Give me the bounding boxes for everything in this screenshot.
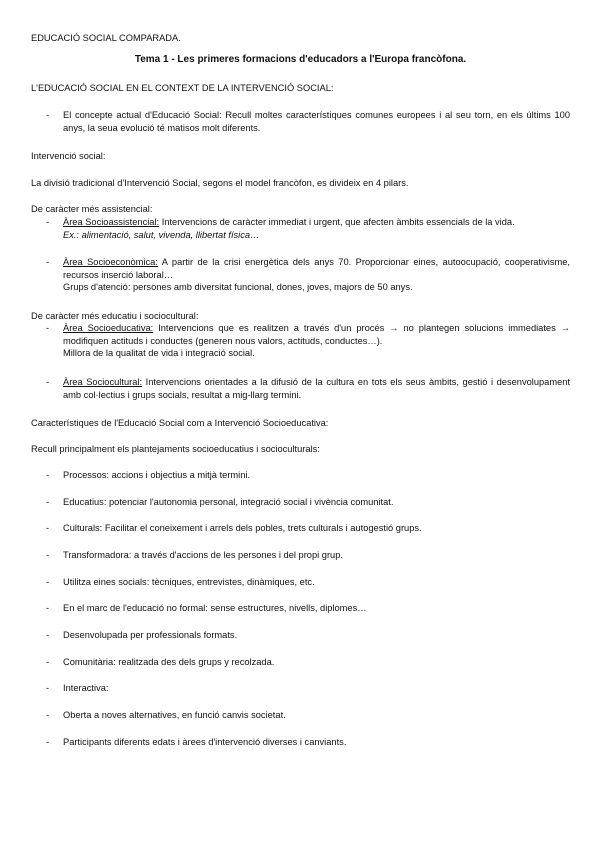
feature-text: Comunitària: realitzada des dels grups y recolzada. (63, 657, 275, 667)
bullet-dash: - (46, 110, 50, 120)
list-item (31, 109, 570, 134)
area-groups: Grups d'atenció: persones amb diversitat funcional, dones, joves, majors de 50 anys. (63, 282, 413, 292)
feature-text: Utilitza eines socials: tècniques, entrevistes, dinàmiques, etc. (63, 577, 315, 587)
list-item (31, 256, 570, 294)
bullet-dash: - (46, 657, 50, 667)
area-label: Àrea Socioeconòmica: (63, 257, 158, 267)
page-title: Tema 1 - Les primeres formacions d'educadors a l'Europa francòfona. (134, 54, 467, 65)
area-label: Àrea Socioeducativa: (63, 323, 154, 333)
document-header: EDUCACIÓ SOCIAL COMPARADA. (31, 33, 181, 43)
feature-item (31, 602, 570, 615)
bullet-dash: - (46, 470, 50, 480)
area-extra: Millora de la qualitat de vida i integració social. (63, 348, 255, 358)
feature-text: Processos: accions i objectius a mitjà termini. (63, 470, 251, 480)
paragraph: La divisió tradicional d'Intervenció Social, segons el model francòfon, es divideix en 4 pilars. (31, 178, 409, 188)
feature-text: En el marc de l'educació no formal: sense estructures, nivells, diplomes… (63, 603, 367, 613)
area-label: Àrea Socioassistencial: (63, 217, 160, 227)
feature-item (31, 629, 570, 642)
feature-item (31, 682, 570, 695)
area-text: Intervencions que es realitzen a través d'un procés → no plantegen solucions immediates → modifiquen actituds i conductes (generen nous valors, actituds, conductes…). (63, 323, 570, 346)
feature-item (31, 469, 570, 482)
concept-text: El concepte actual d'Educació Social: Recull moltes característiques comunes europees i al seu torn, en els últims 100 anys, la seua evolució té matisos molt diferents. (63, 110, 570, 133)
bullet-dash: - (46, 550, 50, 560)
subsection-heading: Intervenció social: (31, 151, 106, 161)
bullet-dash: - (46, 710, 50, 720)
feature-text: Desenvolupada per professionals formats. (63, 630, 238, 640)
bullet-dash: - (46, 577, 50, 587)
list-item (31, 322, 570, 360)
feature-text: Culturals: Facilitar el coneixement i arrels dels pobles, trets culturals i autogestió grups. (63, 523, 422, 533)
paragraph: Recull principalment els plantejaments socioeducatius i socioculturals: (31, 444, 320, 454)
bullet-dash: - (46, 323, 50, 333)
feature-text: Interactiva: (63, 683, 109, 693)
bullet-dash: - (46, 217, 50, 227)
feature-text: Transformadora: a través d'accions de les persones i del propi grup. (63, 550, 343, 560)
bullet-dash: - (46, 683, 50, 693)
area-text: A partir de la crisi energètica dels anys 70. Proporcionar eines, autoocupació, cooperativisme, recursos inserció laboral… (63, 257, 570, 280)
feature-text: Participants diferents edats i àrees d'intervenció diverses i canviants. (63, 737, 347, 747)
bullet-dash: - (46, 377, 50, 387)
feature-text: Oberta a noves alternatives, en funció canvis societat. (63, 710, 286, 720)
feature-item (31, 656, 570, 669)
feature-item (31, 522, 570, 535)
subsection-heading: Característiques de l'Educació Social com a Intervenció Socioeducativa: (31, 418, 329, 428)
feature-item (31, 576, 570, 589)
feature-text: Educatius: potenciar l'autonomia personal, integració social i vivència comunitat. (63, 497, 394, 507)
feature-item (31, 736, 570, 749)
feature-item (31, 549, 570, 562)
bullet-dash: - (46, 257, 50, 267)
bullet-dash: - (46, 737, 50, 747)
list-item (31, 376, 570, 401)
bullet-dash: - (46, 630, 50, 640)
group-heading: De caràcter més assistencial: (31, 204, 153, 214)
feature-item (31, 496, 570, 509)
area-text: Intervencions orientades a la difusió de la cultura en tots els seus àmbits, gestió i desenvolupament amb col·lectius i grups socials, resultat a mig-llarg termini. (63, 377, 571, 400)
area-example: Ex.: alimentació, salut, vivenda, llibertat física… (63, 229, 260, 240)
bullet-dash: - (46, 523, 50, 533)
section-heading: L'EDUCACIÓ SOCIAL EN EL CONTEXT DE LA INTERVENCIÓ SOCIAL: (31, 83, 334, 93)
bullet-dash: - (46, 497, 50, 507)
list-item (31, 216, 570, 241)
area-label: Àrea Sociocultural: (63, 377, 143, 387)
area-text: Intervencions de caràcter immediat i urgent, que afecten àmbits essencials de la vida. (159, 217, 515, 227)
bullet-dash: - (46, 603, 50, 613)
group-heading: De caràcter més educatiu i sociocultural: (31, 311, 199, 321)
feature-item (31, 709, 570, 722)
